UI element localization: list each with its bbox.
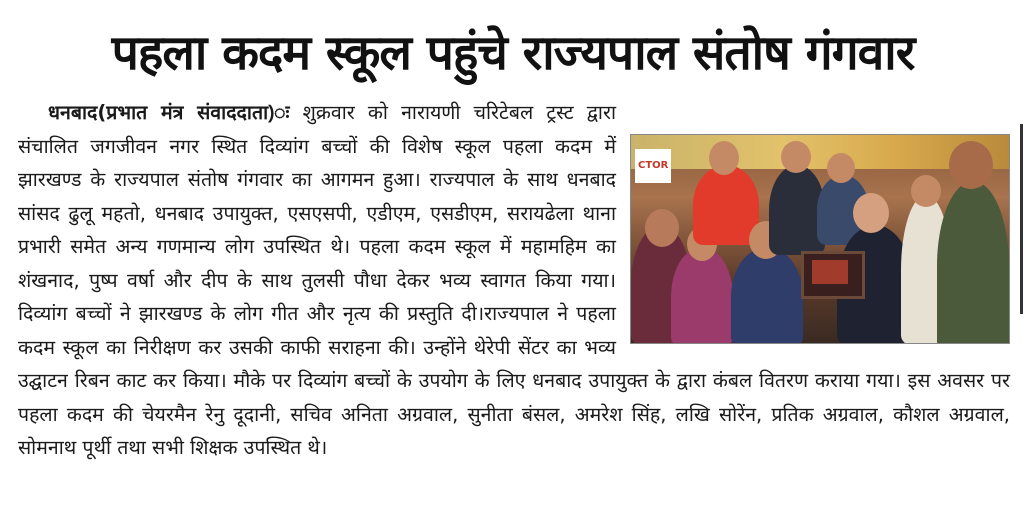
photo-person-head: [709, 141, 739, 175]
award-plaque: [801, 251, 865, 299]
photo-person: [671, 247, 733, 344]
photo-person-head: [645, 209, 679, 247]
headline: पहला कदम स्कूल पहुंचे राज्यपाल संतोष गंगवार: [111, 25, 915, 81]
column-edge-rule: [1020, 124, 1023, 314]
dateline: धनबाद(प्रभात मंत्र संवाददाता)ः: [48, 101, 290, 124]
photo-person: [731, 247, 803, 344]
photo-banner-tag: CTOR: [635, 149, 671, 183]
article-body: [18, 96, 1010, 465]
photo-person-head: [853, 193, 889, 233]
photo-person-head: [827, 153, 855, 183]
news-photo: [630, 134, 1010, 344]
photo-person-head: [911, 175, 941, 207]
article-body-text: शुक्रवार को नारायणी चरिटेबल ट्रस्ट द्वारा संचालित जगजीवन नगर स्थित दिव्यांग बच्चों की विशेष स्कूल पहला कदम में झारखण्ड के राज्यपाल संतोष गंगवार का आगमन हुआ। राज्यपाल के साथ धनबाद सांसद ढुलू महतो, धनबाद उपायुक्त, एसएसपी, एडीएम, एसडीएम, सरायढेला थाना प्रभारी समेत अन्य गणमान्य लोग उपस्थित थे। पहला कदम स्कूल में महामहिम का शंखनाद, पुष्प वर्षा और दीप के साथ तुलसी पौधा देकर भव्य स्वागत किया गया। दिव्यांग बच्चों ने झारखण्ड के लोग गीत और नृत्य की प्रस्तुति दी।राज्यपाल ने पहला कदम स्कूल का निरीक्षण कर उसकी काफी सराहना की। उन्होंने थेरेपी सेंटर का भव्य उद्घाटन रिबन काट कर किया। मौके पर दिव्यांग बच्चों के उपयोग के लिए धनबाद उपायुक्त के द्वारा कंबल वितरण कराया गया। इस अवसर पर पहला कदम की चेयरमैन रेनु दूदानी, सचिव अनिता अग्रवाल, सुनीता बंसल, अमरेश सिंह, लखि सोरेंन, प्रतिक अग्रवाल, कौशल अग्रवाल, सोमनाथ पूर्थी तथा सभी शिक्षक उपस्थित थे।: [18, 101, 1010, 459]
photo-person-head: [781, 141, 811, 173]
photo-person: [937, 181, 1009, 344]
photo-person-head: [949, 141, 993, 189]
